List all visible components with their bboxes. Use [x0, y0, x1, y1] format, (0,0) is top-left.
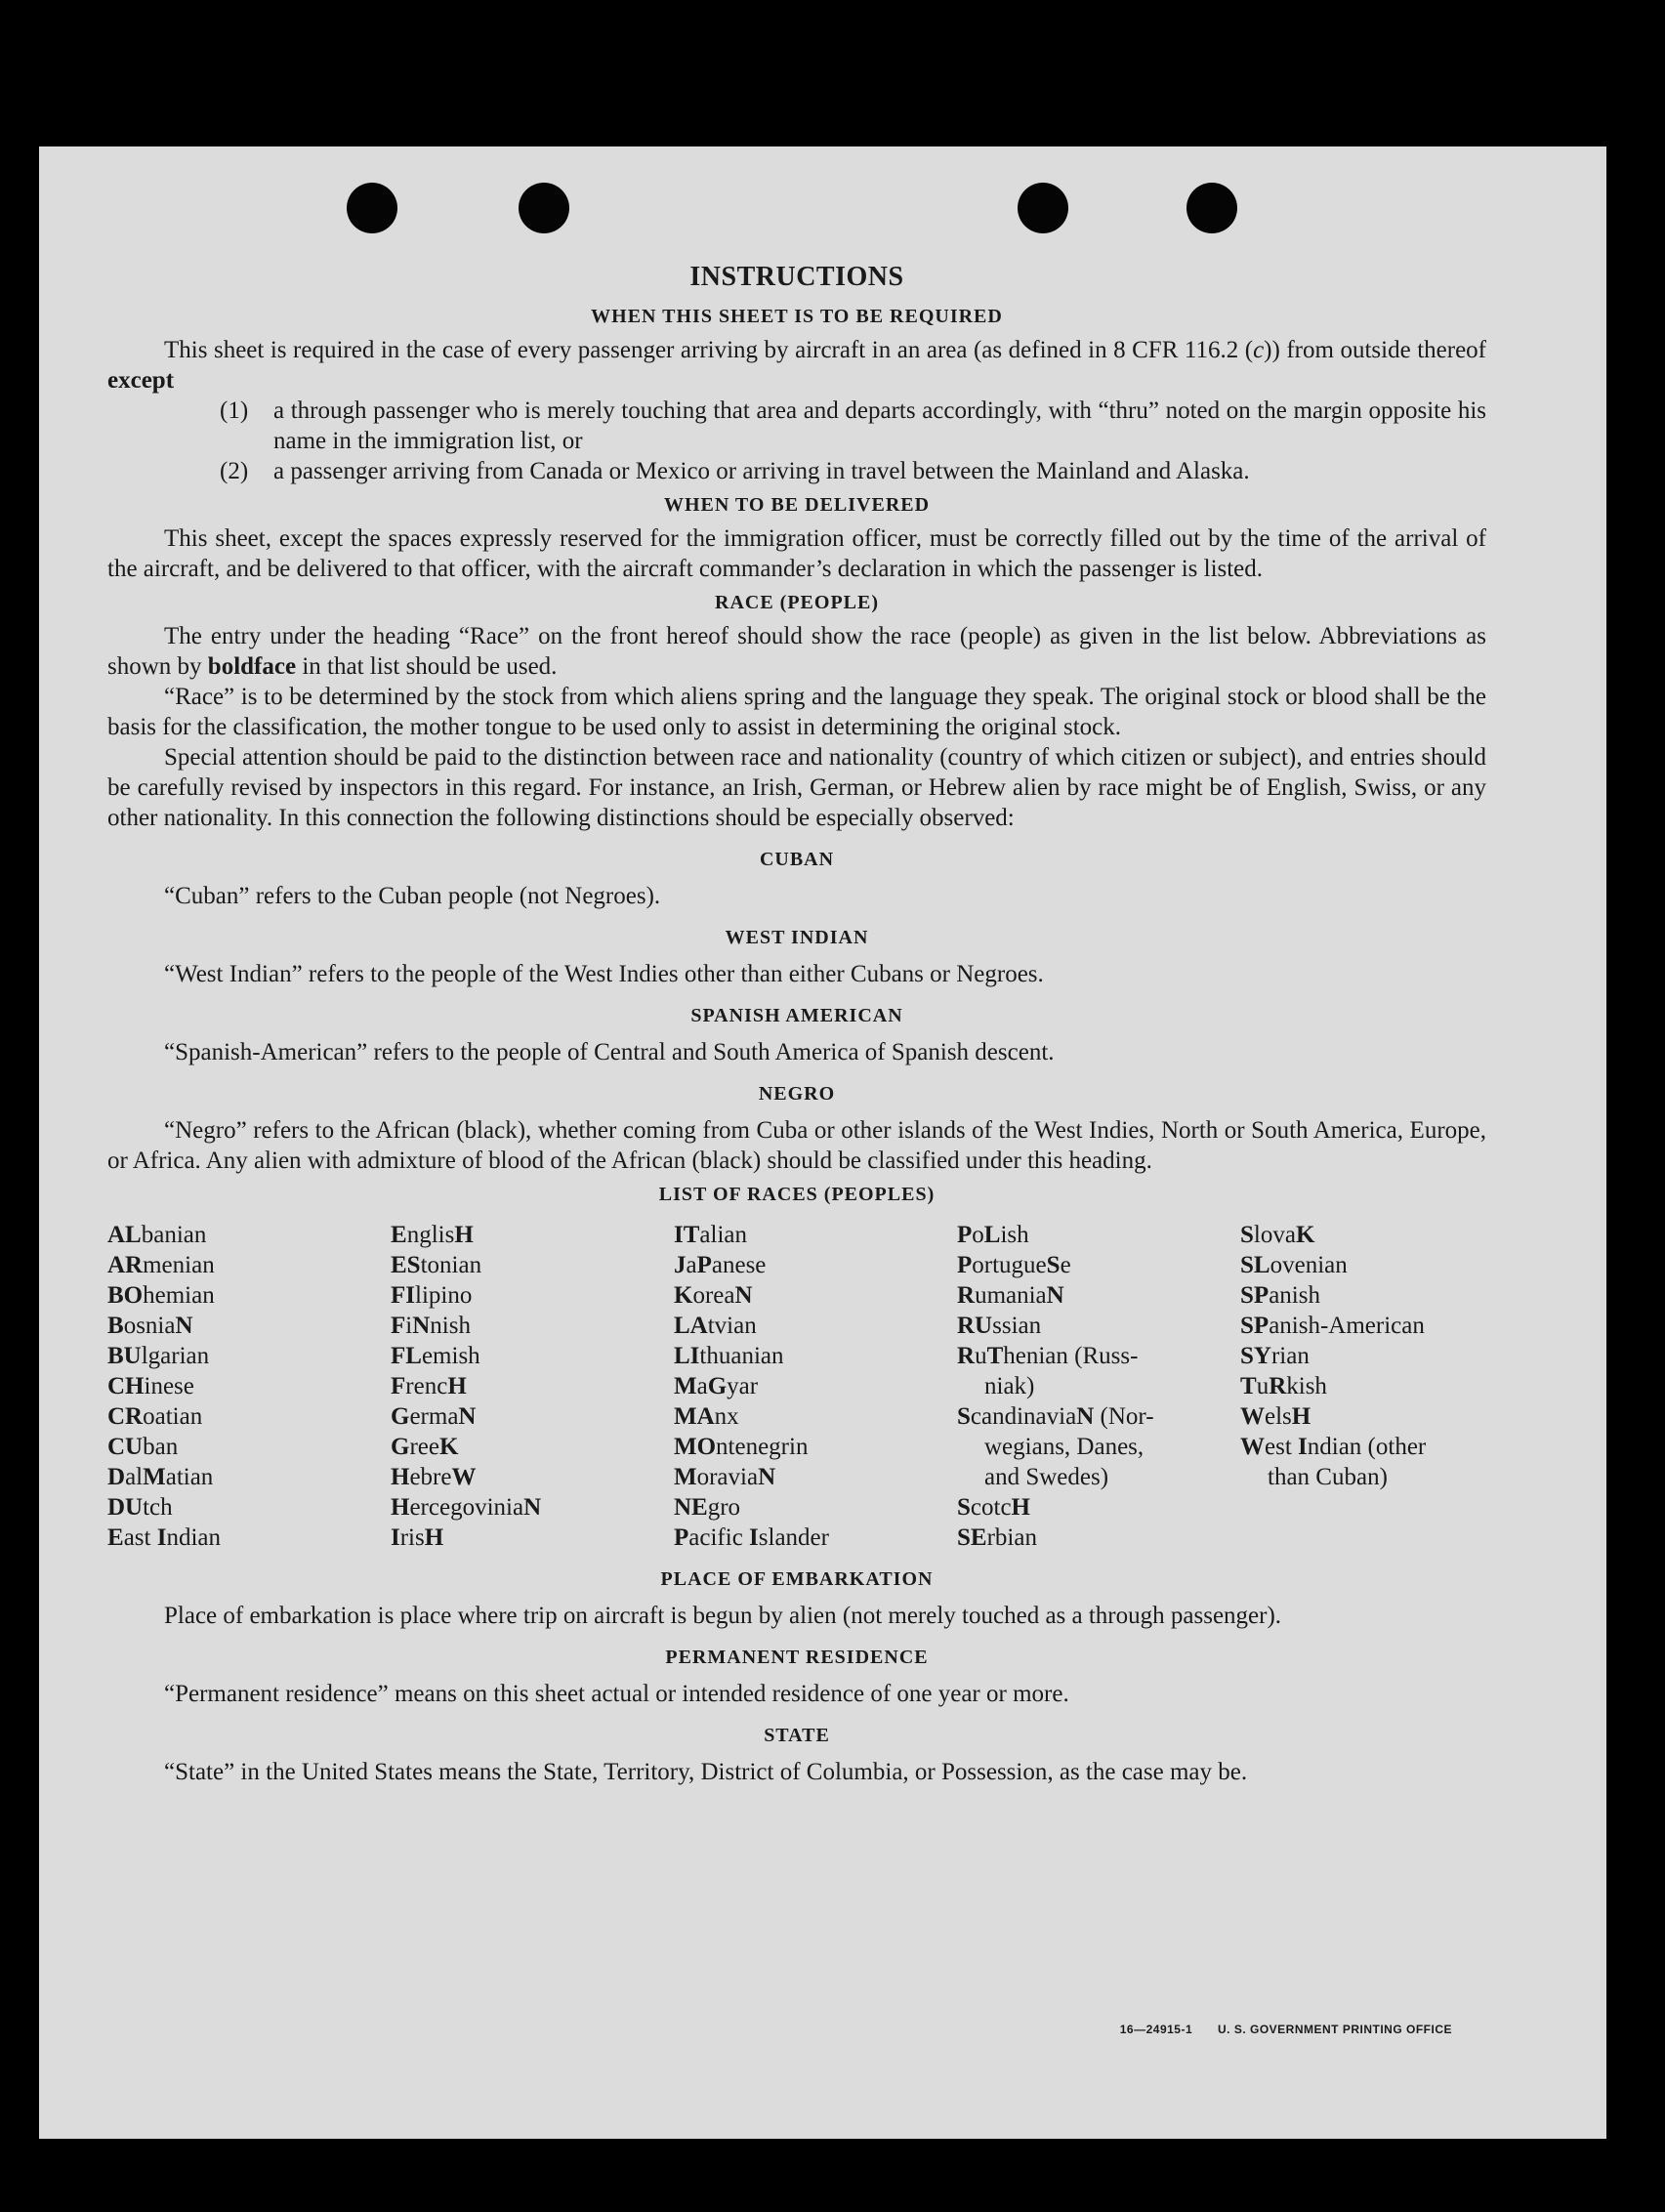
race-entry: PortugueSe	[957, 1252, 1071, 1278]
spanish-american-text: “Spanish-American” refers to the people of Central and South America of Spanish descent.	[164, 1039, 1055, 1065]
heading-when-delivered: WHEN TO BE DELIVERED	[663, 494, 931, 516]
race-entry: SErbian	[957, 1524, 1037, 1551]
race-entry: West Indian (other	[1240, 1434, 1427, 1460]
race-entry: ScandinaviaN (Nor-	[957, 1403, 1154, 1430]
race-entry: TuRkish	[1240, 1373, 1327, 1399]
race-entry: FLemish	[391, 1343, 480, 1369]
races-column	[391, 1220, 674, 1553]
race-entry: Pacific Islander	[674, 1524, 829, 1551]
document-page	[39, 146, 1606, 2139]
race-entry: ITalian	[674, 1222, 747, 1248]
race-entry: EStonian	[391, 1252, 482, 1278]
race-entry: JaPanese	[674, 1252, 767, 1278]
race-entry: BUlgarian	[107, 1343, 210, 1369]
west-indian-text: “West Indian” refers to the people of the West Indies other than either Cubans or Negroes.	[164, 961, 1044, 987]
race-entry: GreeK	[391, 1434, 459, 1460]
page-title: INSTRUCTIONS	[689, 262, 904, 292]
race-entry: RUssian	[957, 1313, 1042, 1339]
race-entry: BOhemian	[107, 1282, 215, 1309]
punch-hole	[519, 183, 569, 233]
race-paragraph-1: The entry under the heading “Race” on the front hereof should show the race (people) as given in the list below. Abbreviations as shown by boldface in that list should be used.	[107, 623, 1486, 680]
punch-hole	[1186, 183, 1237, 233]
race-entry: PoLish	[957, 1222, 1029, 1248]
residence-text: “Permanent residence” means on this sheet actual or intended residence of one year or more.	[164, 1681, 1069, 1707]
negro-text: “Negro” refers to the African (black), whether coming from Cuba or other islands of the West Indies, North or South America, Europe, or Africa. Any alien with admixture of blood of the African (black) should be classified under this heading.	[107, 1117, 1486, 1174]
heading-race: RACE (PEOPLE)	[715, 592, 879, 613]
print-footer	[1120, 2023, 1452, 2036]
printer-name: U. S. GOVERNMENT PRINTING OFFICE	[1217, 2023, 1452, 2036]
race-entry: NEgro	[674, 1494, 741, 1521]
race-paragraph-2: “Race” is to be determined by the stock from which aliens spring and the language they speak. The original stock or blood shall be the basis for the classification, the mother tongue to be used only to assist in determining the original stock.	[107, 684, 1486, 740]
race-entry: wegians, Danes,	[984, 1434, 1145, 1460]
exception-item: (2) a passenger arriving from Canada or Mexico or arriving in travel between the Mainland and Alaska.	[220, 458, 1250, 484]
races-list	[107, 1220, 1486, 1553]
races-column	[674, 1220, 957, 1553]
race-entry: FiNnish	[391, 1313, 471, 1339]
heading-negro: NEGRO	[758, 1083, 836, 1105]
races-column	[1240, 1220, 1494, 1553]
delivered-text: This sheet, except the spaces expressly reserved for the immigration officer, must be correctly filled out by the time of the arrival of the aircraft, and be delivered to that officer, with the aircraft commander’s declaration in which the passenger is listed.	[107, 525, 1486, 582]
instructions-body	[107, 262, 1486, 1787]
state-text: “State” in the United States means the State, Territory, District of Columbia, or Possession, as the case may be.	[164, 1759, 1248, 1785]
heading-state: STATE	[764, 1725, 830, 1746]
punch-hole	[1018, 183, 1068, 233]
race-entry: RuThenian (Russ-	[957, 1343, 1139, 1369]
race-entry: SlovaK	[1240, 1222, 1315, 1248]
cuban-text: “Cuban” refers to the Cuban people (not Negroes).	[164, 883, 661, 909]
race-entry: ScotcH	[957, 1494, 1030, 1521]
heading-permanent-residence: PERMANENT RESIDENCE	[665, 1647, 929, 1668]
heading-when-required: WHEN THIS SHEET IS TO BE REQUIRED	[591, 306, 1003, 327]
heading-spanish-american: SPANISH AMERICAN	[690, 1005, 903, 1026]
heading-cuban: CUBAN	[759, 849, 835, 870]
race-entry: niak)	[984, 1373, 1035, 1399]
race-entry: LIthuanian	[674, 1343, 784, 1369]
race-entry: GermaN	[391, 1403, 477, 1430]
form-number: 16—24915-1	[1119, 2023, 1193, 2036]
race-entry: MaGyar	[674, 1373, 759, 1399]
race-entry: HebreW	[391, 1464, 477, 1490]
race-entry: SPanish	[1240, 1282, 1320, 1309]
heading-west-indian: WEST INDIAN	[725, 927, 869, 948]
race-entry: and Swedes)	[984, 1464, 1109, 1490]
race-entry: BosniaN	[107, 1313, 193, 1339]
race-entry: WelsH	[1240, 1403, 1311, 1430]
heading-embarkation: PLACE OF EMBARKATION	[660, 1568, 934, 1590]
race-entry: EnglisH	[391, 1222, 474, 1248]
races-column	[107, 1220, 391, 1553]
race-entry: FrencH	[391, 1373, 467, 1399]
race-entry: RumaniaN	[957, 1282, 1064, 1309]
race-entry: CRoatian	[107, 1403, 203, 1430]
heading-list-of-races: LIST OF RACES (PEOPLES)	[658, 1184, 936, 1205]
exception-item: (1) a through passenger who is merely touching that area and departs accordingly, with “thru” noted on the margin opposite his name in the immigration list, or	[220, 397, 1486, 454]
race-entry: CHinese	[107, 1373, 194, 1399]
race-entry: FIlipino	[391, 1282, 473, 1309]
race-entry: East Indian	[107, 1524, 221, 1551]
race-entry: HercegoviniaN	[391, 1494, 542, 1521]
embarkation-text: Place of embarkation is place where trip on aircraft is begun by alien (not merely touched as a through passenger).	[164, 1603, 1282, 1629]
race-entry: MAnx	[674, 1403, 739, 1430]
race-entry: SPanish-American	[1240, 1313, 1425, 1339]
race-entry: SYrian	[1240, 1343, 1310, 1369]
race-entry: than Cuban)	[1268, 1464, 1388, 1490]
race-entry: ARmenian	[107, 1252, 215, 1278]
race-paragraph-3: Special attention should be paid to the distinction between race and nationality (country of which citizen or subject), and entries should be carefully revised by inspectors in this regard. For instance, an Irish, German, or Hebrew alien by race might be of English, Swiss, or any other nationality. In this connection the following distinctions should be especially observed:	[107, 744, 1486, 831]
race-entry: SLovenian	[1240, 1252, 1348, 1278]
race-entry: CUban	[107, 1434, 179, 1460]
punch-hole	[347, 183, 397, 233]
races-column	[957, 1220, 1240, 1553]
race-entry: KoreaN	[674, 1282, 753, 1309]
race-entry: LAtvian	[674, 1313, 757, 1339]
required-intro: This sheet is required in the case of every passenger arriving by aircraft in an area (as defined in 8 CFR 116.2 (c)) from outside thereof except	[107, 337, 1486, 394]
race-entry: DUtch	[107, 1494, 173, 1521]
race-entry: MOntenegrin	[674, 1434, 809, 1460]
race-entry: IrisH	[391, 1524, 444, 1551]
race-entry: MoraviaN	[674, 1464, 776, 1490]
race-entry: ALbanian	[107, 1222, 207, 1248]
race-entry: DalMatian	[107, 1464, 214, 1490]
